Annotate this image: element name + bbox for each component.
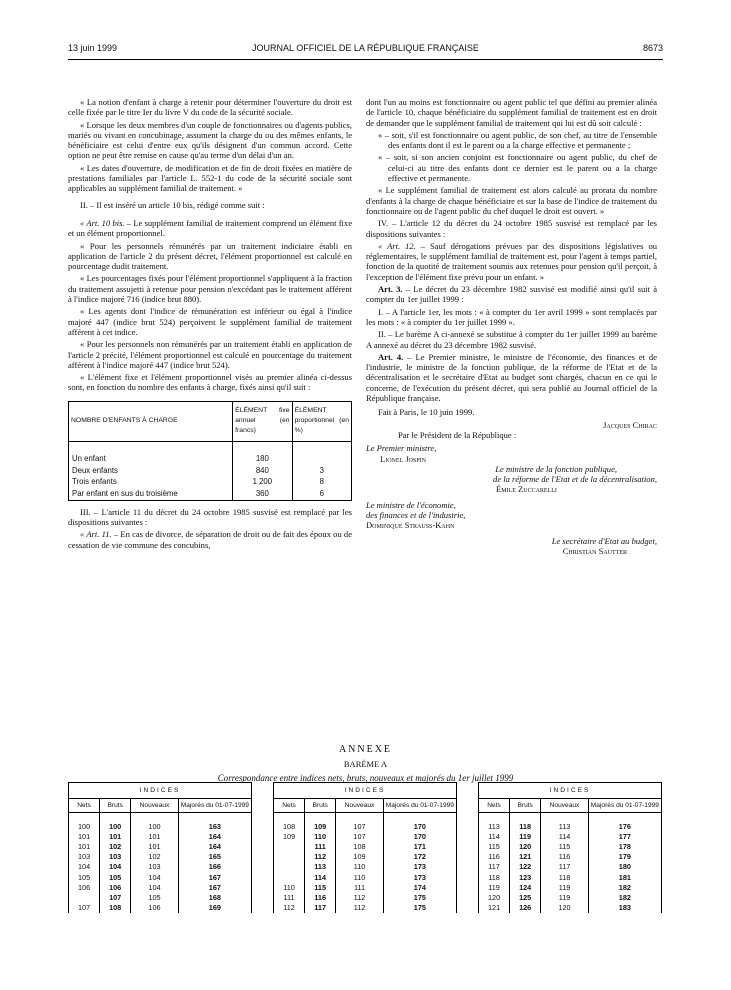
indices-table [273,782,457,913]
cell: 117 [479,862,510,872]
paragraph-text: – Le supplément familial de traitement comprend un élément fixe et un élément proportionnel. [68,217,352,239]
cell: 119 [541,882,589,892]
paragraph: « La notion d'enfant à charge à retenir pour déterminer l'ouverture du droit est celle fixée par le titre Ier du livre V du code de la sécurité sociale. [68,97,352,118]
indices-group-header: INDICES [69,783,252,799]
cell: 171 [383,841,456,851]
signature-title: des finances et de l'industrie, [366,509,466,520]
article-ref: « Art. 11. [80,529,112,540]
right-column [366,97,657,556]
cell: 122 [510,862,541,872]
table-row [69,841,252,851]
column-header: Majorés du 01-07-1999 [178,799,251,813]
cell: 121 [479,903,510,913]
cell: 107 [336,831,384,841]
cell: 114 [541,831,589,841]
cell: 170 [383,813,456,832]
cell: 116 [541,852,589,862]
cell: 169 [178,903,251,913]
cell: 177 [588,831,661,841]
table-row [479,813,662,832]
cell: 113 [479,813,510,832]
cell: 840 [233,465,292,477]
column-header: Nouveaux [336,799,384,813]
cell: 113 [305,862,336,872]
paragraph: II. – Le barème A ci-annexé se substitue à compter du 1er juillet 1999 au barème A annexé au décret du 23 décembre 1982 susvisé. [366,329,657,350]
article-ref: « Art. 10 bis. [80,217,125,228]
row-label: Deux enfants [69,465,233,477]
table-row [69,903,252,913]
cell: 110 [305,831,336,841]
header-rule [68,59,663,60]
cell: 115 [479,841,510,851]
row-label: Par enfant en sus du troisième [69,488,233,500]
cell: 172 [383,852,456,862]
cell: 119 [541,892,589,902]
cell: 183 [588,903,661,913]
column-header: NOMBRE D'ENFANTS À CHARGE [69,401,233,441]
cell: 167 [178,872,251,882]
signature-title: Le Premier ministre, [366,443,437,454]
cell: 101 [100,831,131,841]
cell: 118 [510,813,541,832]
cell: 112 [336,892,384,902]
table-row [479,841,662,851]
table-row [69,852,252,862]
table-row [479,852,662,862]
table-row [69,892,252,902]
column-header: Majorés du 01-07-1999 [383,799,456,813]
cell: 108 [336,841,384,851]
cell: 109 [336,852,384,862]
paragraph [68,218,352,239]
cell: 100 [100,813,131,832]
signature-line: Par le Président de la République : [398,429,517,440]
cell: 103 [131,862,179,872]
cell: 110 [274,882,305,892]
signature-name: Dominique Strauss-Kahn [366,520,455,531]
header-date: 13 juin 1999 [68,43,118,53]
table-row [274,862,457,872]
row-label: Trois enfants [69,477,233,489]
indices-table [68,782,252,913]
cell: 116 [479,852,510,862]
indices-group-header: INDICES [274,783,457,799]
paragraph: « Le supplément familial de traitement est alors calculé au prorata du nombre d'enfants à la charge de chaque bénéficiaire et sur la base de l'indice de traitement du fonctionnaire ou de l'agent public du chef duquel le droit est ouvert. » [366,185,657,216]
cell: 175 [383,892,456,902]
table-row [274,882,457,892]
cell: 111 [274,892,305,902]
bareme-title: BARÈME A [343,759,388,769]
cell: 164 [178,841,251,851]
cell: 105 [131,892,179,902]
paragraph-text: – Sauf dérogations prévues par des dispositions législatives ou réglementaires, le supplément familial de traitement est, pour l'agent à temps partiel, fonction de la quotité de traitement soumis aux retenues pour pension qu'il perçoit, à l'exception de l'élément fixe prévu pour un enfant. » [366,240,657,282]
cell: 102 [131,852,179,862]
table-row [479,903,662,913]
cell: 120 [510,841,541,851]
cell: 106 [100,882,131,892]
cell: 104 [131,872,179,882]
table-row [479,862,662,872]
cell: 123 [510,872,541,882]
signature-title: Le ministre de la fonction publique, [495,463,617,474]
cell: 101 [131,831,179,841]
paragraph [366,284,657,305]
signature-title: de la réforme de l'Etat et de la décentralisation, [493,474,657,485]
cell: 165 [178,852,251,862]
table-row [69,882,252,892]
cell: 173 [383,862,456,872]
cell: 113 [541,813,589,832]
column-header: Majorés du 01-07-1999 [588,799,661,813]
cell: 166 [178,862,251,872]
bullet-item: « – soit, s'il est fonctionnaire ou agent public, de son chef, au titre de l'ensemble des enfants dont il est le parent ou a la charge effective et permanente ; [378,129,657,151]
cell [69,892,100,902]
column-header: Bruts [305,799,336,813]
cell: 163 [178,813,251,832]
cell: 180 [588,862,661,872]
table-row [274,841,457,851]
annexe-caption: Correspondance entre indices nets, bruts, nouveaux et majorés du 1er juillet 1999 [217,773,514,783]
article-ref: Art. 4. [378,351,404,362]
signature-president: Jacques Chirac [603,419,657,430]
cell: 121 [510,852,541,862]
cell: 100 [131,813,179,832]
cell: 117 [305,903,336,913]
cell: 106 [69,882,100,892]
cell: 111 [305,841,336,851]
indices-table [478,782,662,913]
cell: 174 [383,882,456,892]
cell [274,852,305,862]
cell: 125 [510,892,541,902]
cell: 115 [305,882,336,892]
cell: 360 [233,488,292,500]
cell [274,862,305,872]
cell: 6 [292,488,351,500]
cell: 118 [541,872,589,882]
date-line: Fait à Paris, le 10 juin 1999. [378,407,475,418]
signature-name: Christian Sautter [562,545,627,556]
cell: 105 [100,872,131,882]
cell: 104 [69,862,100,872]
cell: 182 [588,892,661,902]
indices-tables [68,782,662,982]
cell: 106 [131,903,179,913]
paragraph: « Les pourcentages fixés pour l'élément proportionnel s'appliquent à la fraction du traitement assujetti à retenue pour pension n'excédant pas le traitement afférent à l'indice majoré 716 (indice brut 880). [68,273,352,305]
cell: 1 200 [233,477,292,489]
cell: 112 [305,852,336,862]
paragraph: I. – A l'article 1er, les mots : « à compter du 1er avril 1999 » sont remplacés par les mots : « à compter du 1er juillet 1999 ». [366,306,657,327]
signature-title: Le secrétaire d'Etat au budget, [551,535,657,546]
cell: 8 [292,477,351,489]
table-row [479,882,662,892]
cell: 120 [541,903,589,913]
cell: 112 [274,903,305,913]
paragraph: II. – Il est inséré un article 10 bis, rédigé comme suit : [80,199,265,210]
cell: 179 [588,852,661,862]
cell: 104 [131,882,179,892]
cell: 103 [69,852,100,862]
paragraph: « Pour les personnels non rémunérés par un traitement établi en application de l'article 2 précité, l'élément proportionnel est calculé en pourcentage du traitement afférent à l'indice majoré 447 (indice brut 524). [68,339,352,370]
header-page-number: 8673 [642,43,663,53]
cell: 124 [510,882,541,892]
cell: 104 [100,862,131,872]
paragraph: « Pour les personnels rémunérés par un traitement indiciaire établi en application de l'article 2 du présent décret, l'élément proportionnel est calculé en pourcentage dudit traitement. [68,240,352,272]
paragraph-text: – Le Premier ministre, le ministre de l'économie, des finances et de l'industrie, le ministre de la fonction publique, de la réforme de l'Etat et de la décentralisation et le secrétaire d'Etat au budget sont chargés, chacun en ce qui le concerne, de l'exécution du présent décret, qui sera publié au Journal officiel de la République française. [366,351,657,404]
cell: 167 [178,882,251,892]
cell: 182 [588,882,661,892]
cell: 102 [100,841,131,851]
article-ref: Art. 3. [378,284,403,295]
table-row [274,813,457,832]
cell: 103 [100,852,131,862]
bullet-item: « – soit, si son ancien conjoint est fonctionnaire ou agent public, du chef de celui-ci au titre des enfants dont ce dernier est le parent ou a la charge effective et permanente. [378,152,657,184]
cell: 109 [274,831,305,841]
cell: 101 [69,841,100,851]
column-header: ÉLÉMENT fixe annuel (en francs) [233,401,292,441]
cell: 181 [588,872,661,882]
table-row [274,892,457,902]
header-title: JOURNAL OFFICIEL DE LA RÉPUBLIQUE FRANÇAISE [252,43,479,53]
paragraph: dont l'un au moins est fonctionnaire ou agent public tel que défini au premier alinéa de l'article 10, chaque bénéficiaire du supplément familial de traitement est en droit de demander que le supplément familial de traitement qui lui est dû soit calculé : [366,97,657,128]
cell: 101 [69,831,100,841]
cell: 170 [383,831,456,841]
table-row [69,872,252,882]
cell: 100 [69,813,100,832]
cell: 114 [479,831,510,841]
column-header: Nets [69,799,100,813]
cell: 175 [383,903,456,913]
table-row [69,477,352,489]
page-header [68,43,663,59]
column-header: Nets [274,799,305,813]
table-row [479,872,662,882]
table-row [274,903,457,913]
cell: 176 [588,813,661,832]
cell: 119 [479,882,510,892]
table-row [69,831,252,841]
cell: 109 [305,813,336,832]
cell: 120 [479,892,510,902]
paragraph [366,352,657,403]
table-row [69,813,252,832]
column-header: Bruts [100,799,131,813]
table-row [274,831,457,841]
table-row [479,892,662,902]
cell: 107 [69,903,100,913]
cell: 107 [336,813,384,832]
cell: 115 [541,841,589,851]
table-row [274,872,457,882]
table-row [479,831,662,841]
cell: 173 [383,872,456,882]
cell: 112 [336,903,384,913]
table-row [69,862,252,872]
cell [292,454,351,466]
cell: 118 [479,872,510,882]
table-row [274,852,457,862]
row-label: Un enfant [69,454,233,466]
paragraph-text: – En cas de divorce, de séparation de droit ou de fait des époux ou de cessation de vie commune des concubins, [68,529,353,550]
signature-name: Émile Zuccarelli [496,484,557,495]
paragraph: IV. – L'article 12 du décret du 24 octobre 1985 susvisé est remplacé par les dispositions suivantes : [366,218,657,239]
cell: 117 [541,862,589,872]
column-header: Bruts [510,799,541,813]
signature-name: Lionel Jospin [380,453,427,464]
cell: 180 [233,454,292,466]
cell: 110 [336,872,384,882]
annexe-title: ANNEXE [338,744,393,755]
table-row [69,488,352,500]
paragraph: « Les dates d'ouverture, de modification et de fin de droit fixées en matière de prestations familiales par l'article L. 552-1 du code de la sécurité sociale sont applicables au supplément familial de traitement. » [68,162,352,194]
table-row [69,454,352,466]
cell: 168 [178,892,251,902]
cell [274,841,305,851]
cell: 126 [510,903,541,913]
column-header: Nets [479,799,510,813]
cell: 111 [336,882,384,892]
column-header: ÉLÉMENT proportionnel (en %) [292,401,351,441]
indices-group-header: INDICES [479,783,662,799]
cell [274,872,305,882]
paragraph: « Lorsque les deux membres d'un couple de fonctionnaires ou d'agents publics, mariés ou vivant en concubinage, assument la charge du ou des mêmes enfants, le bénéficiaire est celui d'entre eux qu'ils désignent d'un commun accord. Cette option ne peut être remise en cause qu'au terme d'un délai d'un an. [68,119,352,161]
column-header: Nouveaux [541,799,589,813]
supplement-table [68,401,352,501]
cell: 178 [588,841,661,851]
annexe-heading [68,744,663,783]
table-row [69,465,352,477]
cell: 108 [274,813,305,832]
paragraph: III. – L'article 11 du décret du 24 octobre 1985 susvisé est remplacé par les dispositions suivantes : [68,506,352,527]
cell: 119 [510,831,541,841]
paragraph [366,241,657,282]
cell: 107 [100,892,131,902]
cell: 105 [69,872,100,882]
cell: 101 [131,841,179,851]
cell: 116 [305,892,336,902]
paragraph [68,529,352,550]
cell: 110 [336,862,384,872]
paragraph: « Les agents dont l'indice de rémunération est inférieur ou égal à l'indice majoré 447 (indice brut 524) perçoivent le supplément familial de traitement afférent à cet indice. [68,306,352,337]
paragraph-text: – Le décret du 23 décembre 1982 susvisé est modifié ainsi qu'il suit à compter du 1er juillet 1999 : [366,284,657,305]
cell: 3 [292,465,351,477]
article-ref: « Art. 12. [378,240,416,251]
cell: 164 [178,831,251,841]
column-header: Nouveaux [131,799,179,813]
paragraph: « L'élément fixe et l'élément proportionnel visés au premier alinéa ci-dessus sont, en fonction du nombre des enfants à charge, fixés ainsi qu'il suit : [68,372,352,393]
cell: 108 [100,903,131,913]
cell: 114 [305,872,336,882]
left-column [68,97,352,552]
signature-title: Le ministre de l'économie, [366,499,456,510]
